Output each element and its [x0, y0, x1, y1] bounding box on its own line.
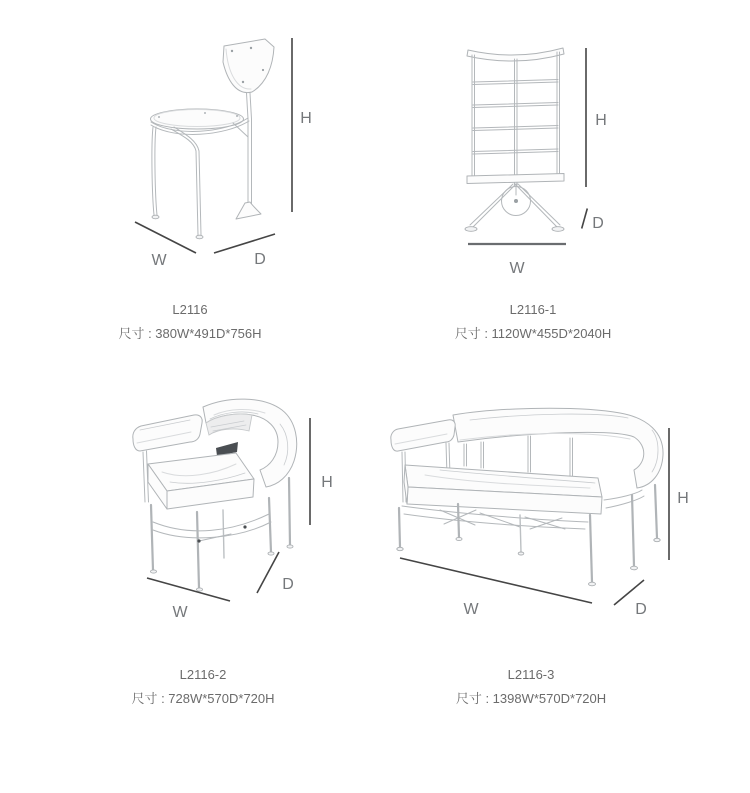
depth-label: D	[635, 601, 647, 618]
product-code: L2116-3	[507, 667, 555, 682]
armchair-arm-pad	[133, 415, 202, 451]
height-label: H	[300, 110, 312, 127]
depth-dimension-line	[214, 234, 275, 253]
product-size: 尺寸 : 1120W*455D*2040H	[454, 326, 612, 341]
depth-label: D	[254, 251, 266, 268]
product-code: L2116	[172, 302, 208, 317]
width-dimension-line	[147, 578, 230, 601]
armchair-sketch	[110, 390, 340, 625]
chair-back-foot	[236, 202, 261, 219]
chair-backrest	[223, 39, 274, 93]
depth-label: D	[592, 215, 604, 232]
width-label: W	[463, 601, 479, 618]
width-label: W	[172, 604, 188, 621]
width-label: W	[509, 260, 525, 277]
product-size: 尺寸 : 1398W*570D*720H	[455, 691, 607, 706]
sofa-arm-pad	[391, 420, 455, 451]
depth-dimension-line	[257, 552, 279, 593]
depth-label: D	[282, 576, 294, 593]
product-code: L2116-2	[179, 667, 227, 682]
product-code: L2116-1	[509, 302, 557, 317]
product-size: 尺寸 : 380W*491D*756H	[118, 326, 262, 341]
product-size: 尺寸 : 728W*570D*720H	[131, 691, 275, 706]
depth-dimension-line	[582, 209, 588, 229]
dining-chair-sketch	[115, 15, 320, 275]
height-label: H	[595, 112, 607, 129]
width-dimension-line	[400, 558, 592, 603]
height-label: H	[321, 474, 333, 491]
width-label: W	[151, 252, 167, 269]
width-dimension-line	[135, 222, 196, 253]
sofa-sketch	[380, 400, 695, 620]
shelf-top-rail	[467, 48, 564, 61]
display-shelf-sketch	[440, 15, 620, 280]
height-label: H	[677, 490, 689, 507]
shelf-bottom-board	[467, 174, 564, 184]
